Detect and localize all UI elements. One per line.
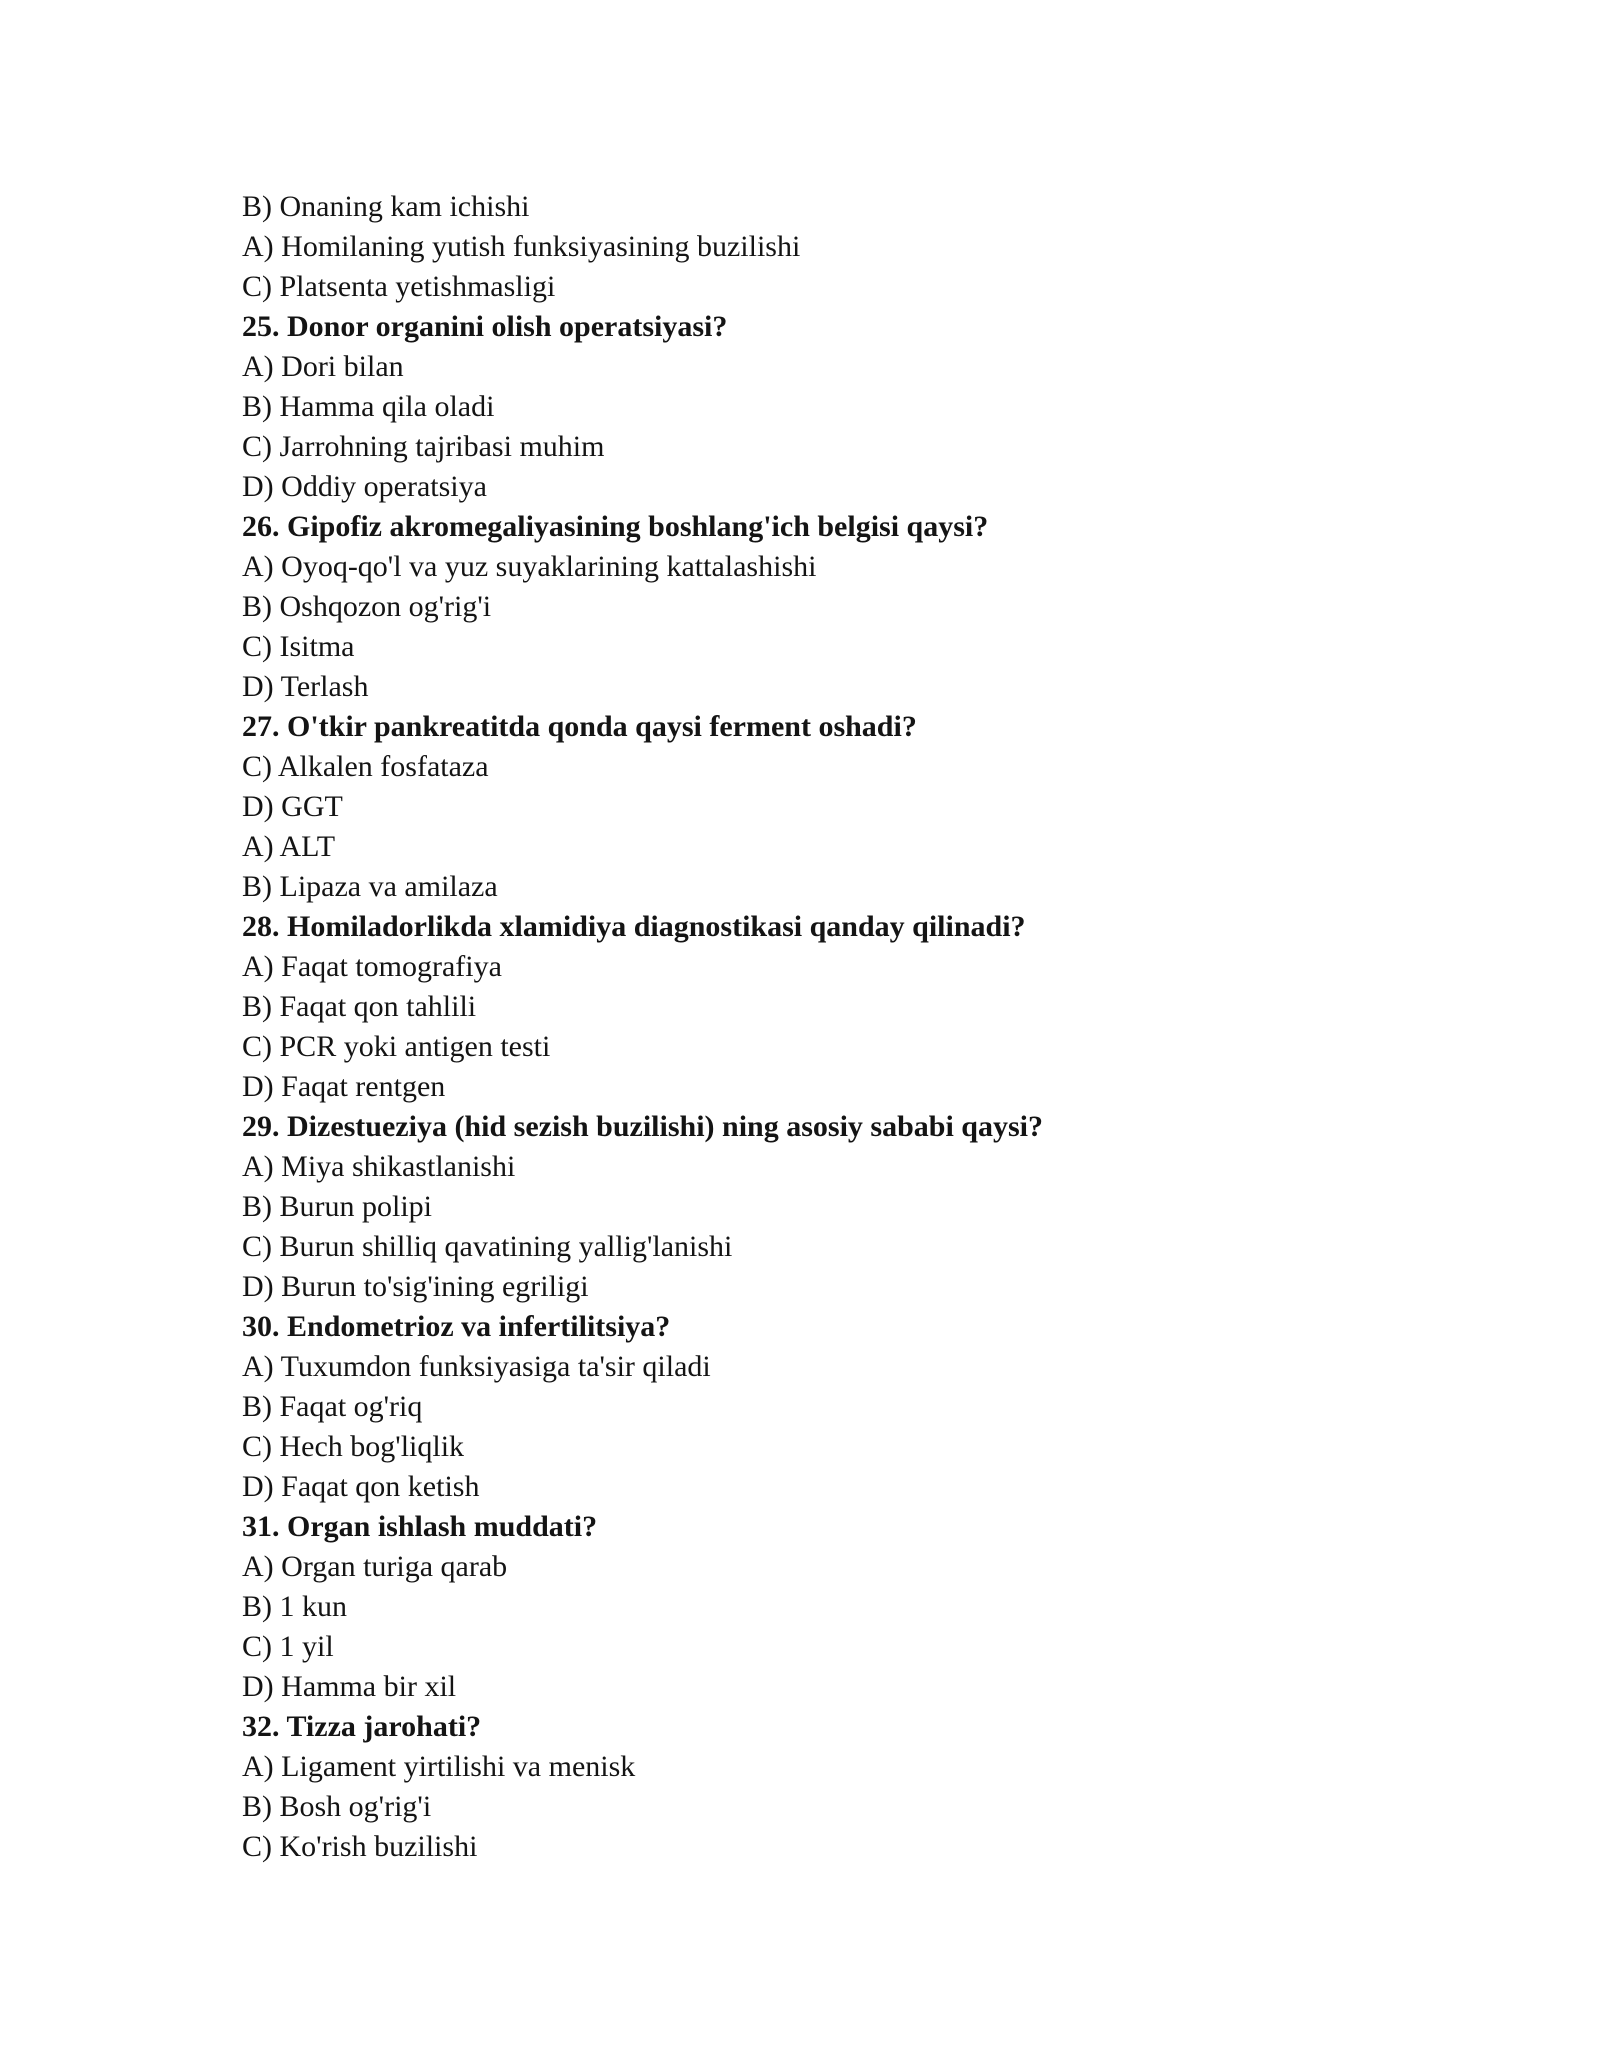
answer-option: D) Faqat rentgen — [242, 1070, 446, 1103]
answer-option: C) 1 yil — [242, 1630, 334, 1663]
question-heading: 30. Endometrioz va infertilitsiya? — [242, 1310, 671, 1343]
answer-option: D) Hamma bir xil — [242, 1670, 457, 1703]
answer-option: A) ALT — [242, 830, 336, 863]
answer-option: B) Oshqozon og'rig'i — [242, 590, 492, 623]
answer-option: A) Homilaning yutish funksiyasining buzilishi — [242, 230, 801, 263]
answer-option: C) PCR yoki antigen testi — [242, 1030, 551, 1063]
answer-option: A) Ligament yirtilishi va menisk — [242, 1750, 636, 1783]
answer-option: B) Onaning kam ichishi — [242, 190, 530, 223]
answer-option: D) Terlash — [242, 670, 369, 703]
question-heading: 28. Homiladorlikda xlamidiya diagnostikasi qanday qilinadi? — [242, 910, 1026, 943]
question-heading: 31. Organ ishlash muddati? — [242, 1510, 598, 1543]
answer-option: A) Tuxumdon funksiyasiga ta'sir qiladi — [242, 1350, 711, 1383]
question-heading: 26. Gipofiz akromegaliyasining boshlang'ich belgisi qaysi? — [242, 510, 989, 543]
answer-option: B) 1 kun — [242, 1590, 347, 1623]
answer-option: C) Platsenta yetishmasligi — [242, 270, 556, 303]
answer-option: A) Miya shikastlanishi — [242, 1150, 516, 1183]
answer-option: B) Hamma qila oladi — [242, 390, 495, 423]
answer-option: C) Burun shilliq qavatining yallig'lanishi — [242, 1230, 733, 1263]
question-heading: 29. Dizestueziya (hid sezish buzilishi) ning asosiy sababi qaysi? — [242, 1110, 1043, 1143]
answer-option: D) Burun to'sig'ining egriligi — [242, 1270, 589, 1303]
question-heading: 27. O'tkir pankreatitda qonda qaysi ferment oshadi? — [242, 710, 917, 743]
answer-option: B) Faqat og'riq — [242, 1390, 423, 1423]
answer-option: A) Oyoq-qo'l va yuz suyaklarining kattalashishi — [242, 550, 817, 583]
answer-option: C) Isitma — [242, 630, 355, 663]
quiz-content — [242, 187, 1392, 1867]
answer-option: B) Lipaza va amilaza — [242, 870, 498, 903]
answer-option: C) Ko'rish buzilishi — [242, 1830, 478, 1863]
answer-option: D) Oddiy operatsiya — [242, 470, 487, 503]
answer-option: A) Organ turiga qarab — [242, 1550, 508, 1583]
answer-option: C) Jarrohning tajribasi muhim — [242, 430, 605, 463]
question-heading: 32. Tizza jarohati? — [242, 1710, 482, 1743]
answer-option: A) Dori bilan — [242, 350, 404, 383]
question-heading: 25. Donor organini olish operatsiyasi? — [242, 310, 728, 343]
answer-option: A) Faqat tomografiya — [242, 950, 502, 983]
answer-option: B) Bosh og'rig'i — [242, 1790, 432, 1823]
answer-option: B) Faqat qon tahlili — [242, 990, 477, 1023]
answer-option: D) Faqat qon ketish — [242, 1470, 480, 1503]
answer-option: C) Alkalen fosfataza — [242, 750, 489, 783]
answer-option: C) Hech bog'liqlik — [242, 1430, 465, 1463]
answer-option: B) Burun polipi — [242, 1190, 433, 1223]
answer-option: D) GGT — [242, 790, 343, 823]
